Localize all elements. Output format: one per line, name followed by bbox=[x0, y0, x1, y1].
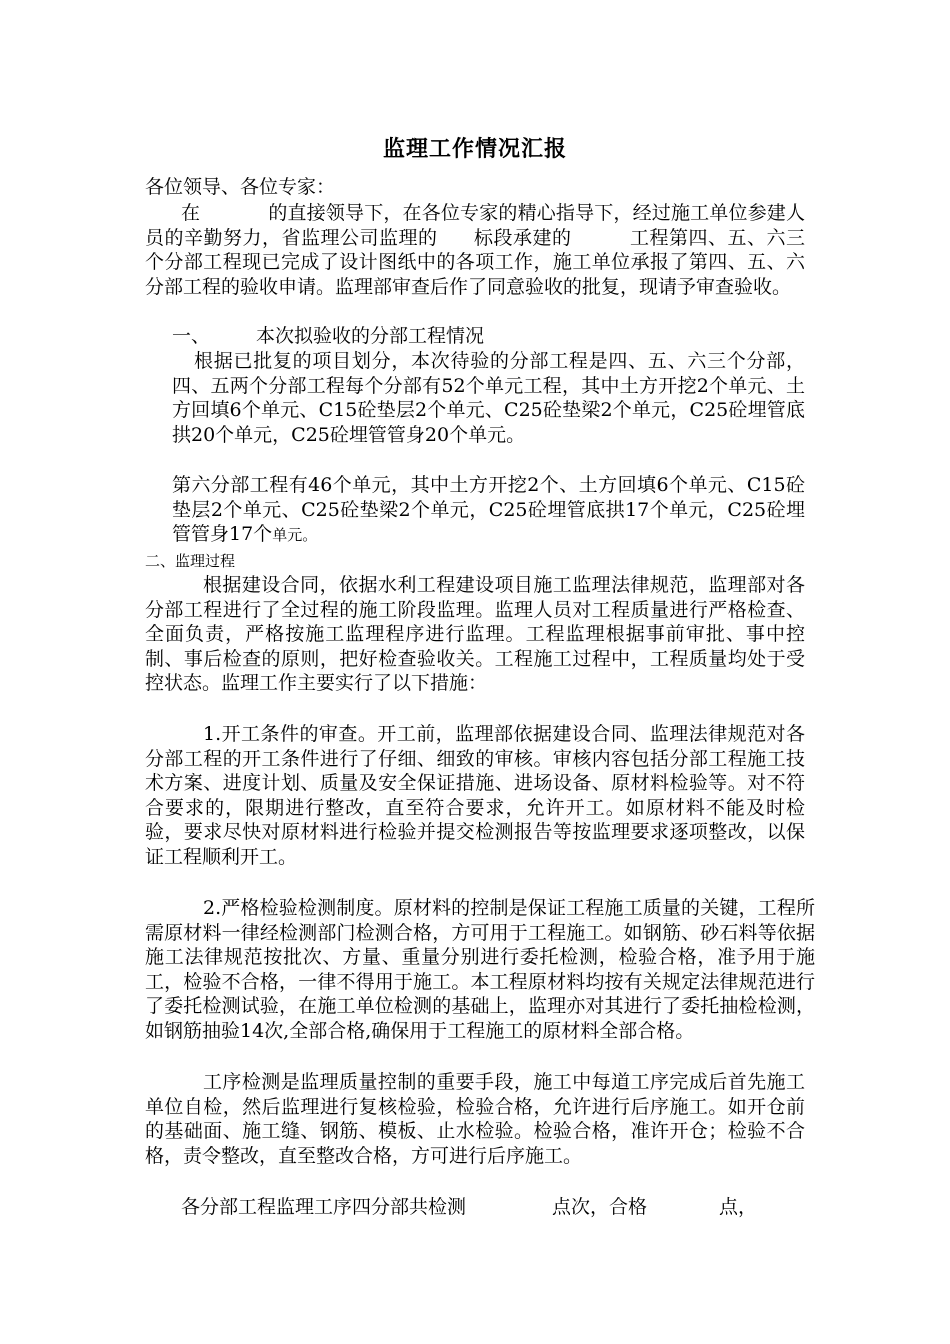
section-2-item-1: 1.开工条件的审查。开工前，监理部依据建设合同、监理法律规范对各分部工程的开工条件进行了仔细、细致的审核。审核内容包括分部工程施工技术方案、进度计划、质量及安全保证措施、进场设备、原材料检验等。对不符合要求的，限期进行整改，直至符合要求，允许开工。如原材料不能及时检验，要求尽快对原材料进行检验并提交检测报告等按监理要求逐项整改，以保证工程顺利开工。 bbox=[145, 723, 805, 868]
section-1-paragraph-2-text: 第六分部工程有46个单元，其中土方开挖2个、土方回填6个单元、C15砼垫层2个单元、C25砼垫梁2个单元，C25砼埋管底拱17个单元，C25砼埋管管身17个 bbox=[172, 474, 805, 545]
intro-text-4: 工程第四、五、六三个分部工程现已完成了设计图纸中的各项工作，施工单位承报了第四、五、六分部工程的验收申请。监理部审查后作了同意验收的批复，现请予审查验收。 bbox=[145, 226, 805, 298]
intro-paragraph bbox=[145, 201, 805, 299]
intro-text-2: 的直接领导下，在各位专家的精心指导下，经过施工单位参建人员的辛勤努力，省监理公司监理的 bbox=[145, 202, 805, 249]
section-2-paragraph-1: 根据建设合同，依据水利工程建设项目施工监理法律规范，监理部对各分部工程进行了全过程的施工阶段监理。监理人员对工程质量进行严格检查、全面负责，严格按施工监理程序进行监理。工程监理根据事前审批、事中控制、事后检查的原则，把好检查验收关。工程施工过程中，工程质量均处于受控状态。监理工作主要实行了以下措施： bbox=[145, 574, 805, 694]
section-2-paragraph-3 bbox=[145, 1195, 810, 1220]
section-2-item-2: 2.严格检验检测制度。原材料的控制是保证工程施工质量的关键，工程所需原材料一律经检测部门检测合格，方可用于工程施工。如钢筋、砂石料等依据施工法律规范按批次、方量、重量分别进行委托检测，检验合格，准予用于施工，检验不合格，一律不得用于施工。本工程原材料均按有关规定法律规范进行了委托检测试验，在施工单位检测的基础上，监理亦对其进行了委托抽检检测，如钢筋抽验14次,全部合格,确保用于工程施工的原材料全部合格。 bbox=[145, 897, 815, 1042]
page-title: 监理工作情况汇报 bbox=[382, 137, 567, 162]
intro-text-3: 标段承建的 bbox=[473, 226, 572, 249]
section-2-paragraph-2: 工序检测是监理质量控制的重要手段，施工中每道工序完成后首先施工单位自检，然后监理进行复核检验，检验合格，允许进行后序施工。如开仓前的基础面、施工缝、钢筋、模板、止水检验。检验合格，准许开仓；检验不合格，责令整改，直至整改合格，方可进行后序施工。 bbox=[145, 1071, 805, 1167]
section-2-paragraph-3-text-2: 点次，合格 bbox=[552, 1196, 648, 1218]
greeting: 各位领导、各位专家： bbox=[145, 176, 336, 198]
section-1-heading bbox=[172, 324, 792, 349]
intro-text-1: 在 bbox=[181, 202, 201, 224]
section-2-heading: 二、监理过程 bbox=[145, 552, 236, 570]
section-1-paragraph-1: 根据已批复的项目划分，本次待验的分部工程是四、五、六三个分部，四、五两个分部工程每个分部有52个单元工程，其中土方开挖2个单元、土方回填6个单元、C15砼垫层2个单元、C25砼垫梁2个单元，C25砼埋管底拱20个单元，C25砼埋管管身20个单元。 bbox=[172, 350, 805, 446]
section-1-number: 一、 bbox=[172, 325, 211, 347]
section-2-paragraph-3-text-3: 点， bbox=[719, 1196, 758, 1218]
section-1-paragraph-2-tail: 单元。 bbox=[272, 526, 318, 544]
section-1-title: 本次拟验收的分部工程情况 bbox=[256, 325, 485, 347]
section-1-paragraph-2 bbox=[172, 473, 805, 548]
section-2-paragraph-3-text-1: 各分部工程监理工序四分部共检测 bbox=[181, 1196, 467, 1218]
